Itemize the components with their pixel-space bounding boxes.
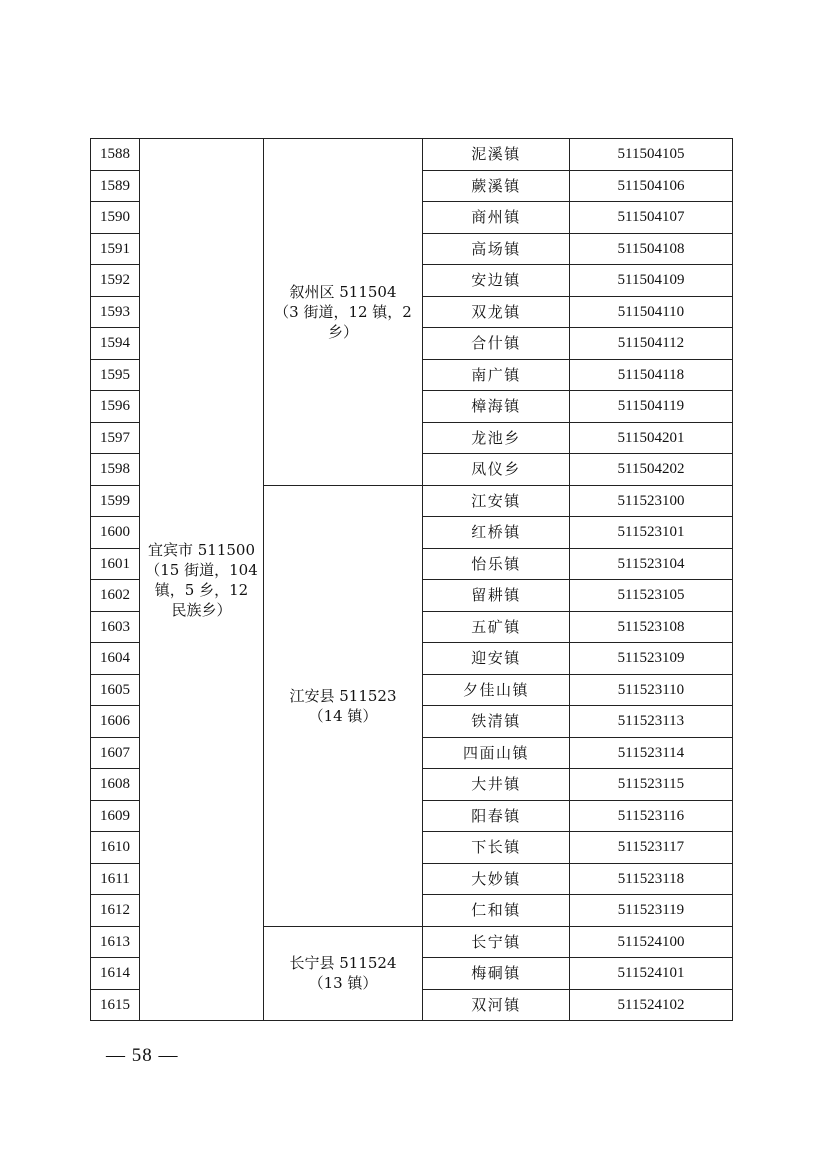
district-cell bbox=[264, 926, 423, 1021]
row-number: 1608 bbox=[91, 769, 140, 801]
town-name: 合什镇 bbox=[423, 328, 570, 360]
city-line2: （15 街道，104 bbox=[145, 560, 258, 579]
row-number: 1609 bbox=[91, 800, 140, 832]
district-line1: 长宁县 511524 bbox=[289, 954, 397, 973]
town-name: 龙池乡 bbox=[423, 422, 570, 454]
row-number: 1602 bbox=[91, 580, 140, 612]
town-name: 迎安镇 bbox=[423, 643, 570, 675]
row-number: 1597 bbox=[91, 422, 140, 454]
row-number: 1591 bbox=[91, 233, 140, 265]
division-code: 511523117 bbox=[570, 832, 733, 864]
row-number: 1600 bbox=[91, 517, 140, 549]
page-number: — 58 — bbox=[106, 1045, 179, 1066]
town-name: 江安镇 bbox=[423, 485, 570, 517]
town-name: 夕佳山镇 bbox=[423, 674, 570, 706]
division-code: 511504110 bbox=[570, 296, 733, 328]
town-name: 南广镇 bbox=[423, 359, 570, 391]
row-number: 1606 bbox=[91, 706, 140, 738]
city-line3: 镇，5 乡，12 bbox=[154, 580, 249, 599]
district-line1: 江安县 511523 bbox=[289, 686, 397, 705]
district-cell bbox=[264, 485, 423, 926]
division-code: 511504109 bbox=[570, 265, 733, 297]
division-code: 511524102 bbox=[570, 989, 733, 1021]
district-cell bbox=[264, 139, 423, 486]
row-number: 1590 bbox=[91, 202, 140, 234]
town-name: 红桥镇 bbox=[423, 517, 570, 549]
town-name: 铁清镇 bbox=[423, 706, 570, 738]
division-code: 511523119 bbox=[570, 895, 733, 927]
town-name: 双龙镇 bbox=[423, 296, 570, 328]
row-number: 1603 bbox=[91, 611, 140, 643]
town-name: 长宁镇 bbox=[423, 926, 570, 958]
division-code: 511523116 bbox=[570, 800, 733, 832]
district-line2: （13 镇） bbox=[308, 974, 378, 993]
city-cell bbox=[140, 139, 264, 1021]
row-number: 1613 bbox=[91, 926, 140, 958]
division-code: 511504118 bbox=[570, 359, 733, 391]
row-number: 1592 bbox=[91, 265, 140, 297]
row-number: 1594 bbox=[91, 328, 140, 360]
row-number: 1612 bbox=[91, 895, 140, 927]
row-number: 1589 bbox=[91, 170, 140, 202]
row-number: 1615 bbox=[91, 989, 140, 1021]
row-number: 1604 bbox=[91, 643, 140, 675]
town-name: 大井镇 bbox=[423, 769, 570, 801]
row-number: 1588 bbox=[91, 139, 140, 171]
row-number: 1611 bbox=[91, 863, 140, 895]
town-name: 大妙镇 bbox=[423, 863, 570, 895]
row-number: 1614 bbox=[91, 958, 140, 990]
division-code: 511523110 bbox=[570, 674, 733, 706]
town-name: 五矿镇 bbox=[423, 611, 570, 643]
town-name: 高场镇 bbox=[423, 233, 570, 265]
division-code: 511523100 bbox=[570, 485, 733, 517]
division-code: 511504106 bbox=[570, 170, 733, 202]
town-name: 留耕镇 bbox=[423, 580, 570, 612]
row-number: 1599 bbox=[91, 485, 140, 517]
city-line1: 宜宾市 511500 bbox=[147, 540, 256, 559]
district-line3: 乡） bbox=[327, 322, 358, 341]
town-name: 怡乐镇 bbox=[423, 548, 570, 580]
table-row bbox=[91, 139, 733, 171]
town-name: 安边镇 bbox=[423, 265, 570, 297]
table-body bbox=[91, 139, 733, 1021]
row-number: 1598 bbox=[91, 454, 140, 486]
division-code: 511523104 bbox=[570, 548, 733, 580]
division-code: 511524101 bbox=[570, 958, 733, 990]
division-code: 511523115 bbox=[570, 769, 733, 801]
division-code: 511504105 bbox=[570, 139, 733, 171]
division-code: 511523118 bbox=[570, 863, 733, 895]
division-code: 511523105 bbox=[570, 580, 733, 612]
town-name: 樟海镇 bbox=[423, 391, 570, 423]
division-code: 511523109 bbox=[570, 643, 733, 675]
row-number: 1593 bbox=[91, 296, 140, 328]
division-code-table bbox=[90, 138, 733, 1021]
town-name: 下长镇 bbox=[423, 832, 570, 864]
town-name: 四面山镇 bbox=[423, 737, 570, 769]
row-number: 1610 bbox=[91, 832, 140, 864]
row-number: 1596 bbox=[91, 391, 140, 423]
division-code: 511504108 bbox=[570, 233, 733, 265]
town-name: 仁和镇 bbox=[423, 895, 570, 927]
town-name: 双河镇 bbox=[423, 989, 570, 1021]
district-line1: 叙州区 511504 bbox=[289, 282, 397, 301]
town-name: 凤仪乡 bbox=[423, 454, 570, 486]
town-name: 商州镇 bbox=[423, 202, 570, 234]
row-number: 1601 bbox=[91, 548, 140, 580]
division-code: 511504112 bbox=[570, 328, 733, 360]
town-name: 梅硐镇 bbox=[423, 958, 570, 990]
row-number: 1605 bbox=[91, 674, 140, 706]
town-name: 蕨溪镇 bbox=[423, 170, 570, 202]
row-number: 1607 bbox=[91, 737, 140, 769]
town-name: 阳春镇 bbox=[423, 800, 570, 832]
city-line4: 民族乡） bbox=[171, 600, 232, 619]
division-code: 511523113 bbox=[570, 706, 733, 738]
district-line2: （3 街道，12 镇，2 bbox=[274, 302, 412, 321]
division-code: 511524100 bbox=[570, 926, 733, 958]
row-number: 1595 bbox=[91, 359, 140, 391]
division-code: 511504202 bbox=[570, 454, 733, 486]
town-name: 泥溪镇 bbox=[423, 139, 570, 171]
division-code: 511504107 bbox=[570, 202, 733, 234]
district-line2: （14 镇） bbox=[308, 706, 378, 725]
division-code: 511523101 bbox=[570, 517, 733, 549]
division-code: 511523108 bbox=[570, 611, 733, 643]
division-code: 511504119 bbox=[570, 391, 733, 423]
division-code: 511504201 bbox=[570, 422, 733, 454]
division-code: 511523114 bbox=[570, 737, 733, 769]
